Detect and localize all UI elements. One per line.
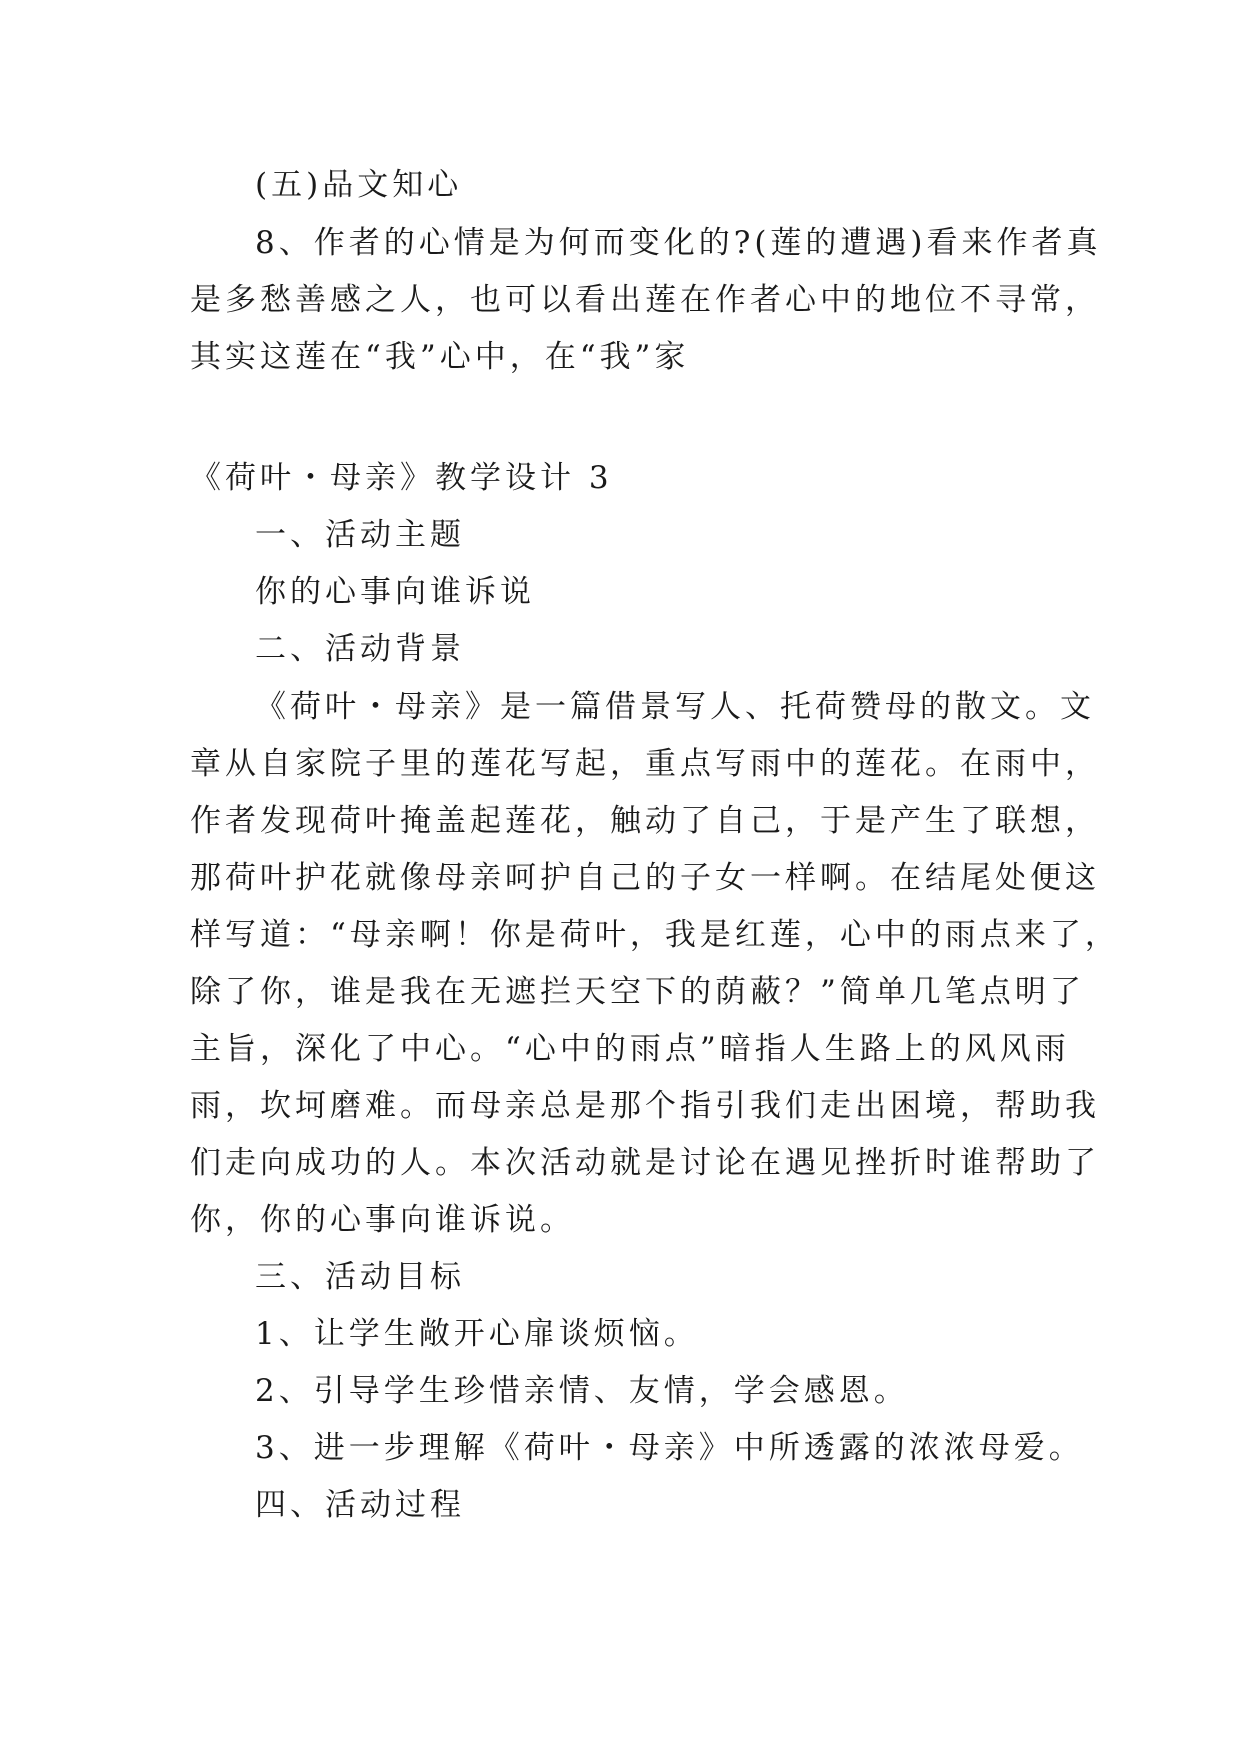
background-line: 章从自家院子里的莲花写起，重点写雨中的莲花。在雨中， [190,746,1100,782]
background-line: 那荷叶护花就像母亲呵护自己的子女一样啊。在结尾处便这 [190,860,1100,896]
goal-item: 3、进一步理解《荷叶・母亲》中所透露的浓浓母爱。 [255,1430,1084,1466]
background-line: 你，你的心事向谁诉说。 [190,1202,575,1238]
background-line: 们走向成功的人。本次活动就是讨论在遇见挫折时谁帮助了 [190,1145,1100,1181]
theme-heading: 一、活动主题 [255,517,465,553]
goals-heading: 三、活动目标 [255,1259,465,1295]
background-line: 《荷叶・母亲》是一篇借景写人、托荷赞母的散文。文 [255,689,1095,725]
background-line: 样写道：“母亲啊！你是荷叶，我是红莲，心中的雨点来了， [190,917,1120,953]
theme-text: 你的心事向谁诉说 [255,574,535,610]
document-title: 《荷叶・母亲》教学设计 3 [190,460,613,496]
paragraph-line: 是多愁善感之人，也可以看出莲在作者心中的地位不寻常， [190,282,1100,318]
paragraph-line: 其实这莲在“我”心中，在“我”家 [190,339,690,375]
paragraph-line: 8、作者的心情是为何而变化的?(莲的遭遇)看来作者真 [255,225,1102,261]
background-line: 主旨，深化了中心。“心中的雨点”暗指人生路上的风风雨 [190,1031,1070,1067]
process-heading: 四、活动过程 [255,1487,465,1523]
section-heading-five: (五)品文知心 [255,167,463,203]
goal-item: 1、让学生敞开心扉谈烦恼。 [255,1316,699,1352]
background-line: 作者发现荷叶掩盖起莲花，触动了自己，于是产生了联想， [190,803,1100,839]
background-line: 除了你，谁是我在无遮拦天空下的荫蔽？”简单几笔点明了 [190,974,1085,1010]
background-heading: 二、活动背景 [255,631,465,667]
background-line: 雨，坎坷磨难。而母亲总是那个指引我们走出困境，帮助我 [190,1088,1100,1124]
goal-item: 2、引导学生珍惜亲情、友情，学会感恩。 [255,1373,909,1409]
